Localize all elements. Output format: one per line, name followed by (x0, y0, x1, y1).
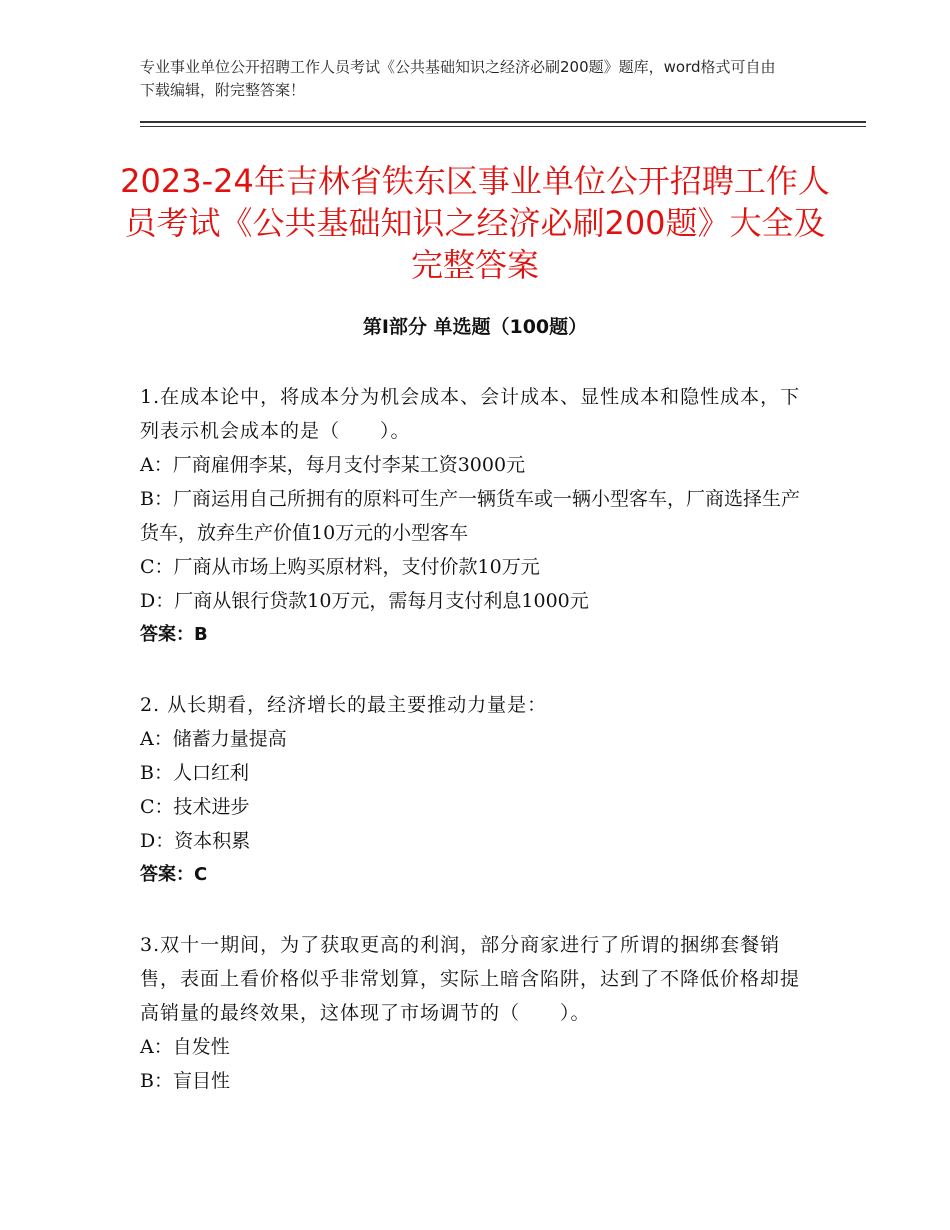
option-a: A：厂商雇佣李某，每月支付李某工资3000元 (140, 454, 526, 476)
question-stem: 1.在成本论中，将成本分为机会成本、会计成本、显性成本和隐性成本，下列表示机会成本的是（ ）。 (140, 386, 801, 442)
question-2 (140, 688, 808, 892)
header-divider-thick (140, 121, 866, 123)
option-a: A：自发性 (140, 1036, 230, 1058)
option-b: B：人口红利 (140, 762, 249, 784)
question-stem: 3.双十一期间，为了获取更高的利润，部分商家进行了所谓的捆绑套餐销售，表面上看价格似乎非常划算，实际上暗含陷阱，达到了不降低价格却提高销量的最终效果，这体现了市场调节的（ ）。 (140, 934, 801, 1024)
header-note: 专业事业单位公开招聘工作人员考试《公共基础知识之经济必刷200题》题库，word格式可自由下载编辑，附完整答案！ (140, 58, 776, 99)
document-title: 2023-24年吉林省铁东区事业单位公开招聘工作人员考试《公共基础知识之经济必刷200题》大全及完整答案 (120, 162, 830, 284)
header-divider-thin (140, 126, 866, 127)
option-b: B：盲目性 (140, 1070, 230, 1092)
option-b: B：厂商运用自己所拥有的原料可生产一辆货车或一辆小型客车，厂商选择生产货车，放弃生产价值10万元的小型客车 (140, 488, 800, 544)
option-c: C：厂商从市场上购买原材料，支付价款10万元 (140, 556, 540, 578)
section-title: 第Ⅰ部分 单选题（100题） (362, 316, 588, 338)
answer-line: 答案：B (140, 624, 208, 645)
option-d: D：资本积累 (140, 830, 251, 852)
option-c: C：技术进步 (140, 796, 250, 818)
question-1 (140, 380, 808, 652)
answer-line: 答案：C (140, 864, 208, 885)
question-3 (140, 928, 808, 1098)
question-stem: 2. 从长期看，经济增长的最主要推动力量是： (140, 694, 548, 716)
option-d: D：厂商从银行贷款10万元，需每月支付利息1000元 (140, 590, 589, 612)
option-a: A：储蓄力量提高 (140, 728, 287, 750)
